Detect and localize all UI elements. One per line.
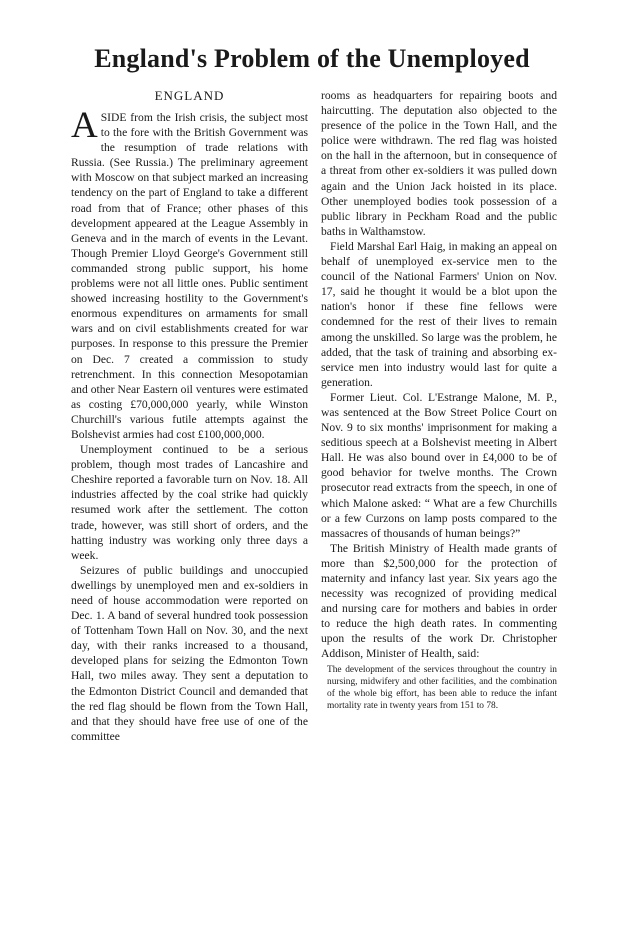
section-heading: ENGLAND xyxy=(154,88,225,103)
paragraph: Field Marshal Earl Haig, in making an appeal on behalf of unemployed ex-service men to the council of the National Farmers' Union on Nov. 17, said he thought it would be a blot upon the nation's honor if these fine fellows were condemned for the rest of their lives to remain among the unskilled. So large was the problem, he added, that the task of training and absorbing ex-service men into industry would last for quite a generation. xyxy=(321,239,557,389)
block-quote: The development of the services throughout the country in nursing, midwifery and other facilities, and the combination of the whole big effort, has been able to reduce the infant mortality rate in twenty years from 151 to 78. xyxy=(327,664,557,712)
left-column xyxy=(71,88,308,744)
paragraph: Unemployment continued to be a serious problem, though most trades of Lancashire and Cheshire reported a favorable turn on Nov. 18. All industries affected by the coal strike had quickly resumed work after the settlement. The cotton trade, however, was still short of orders, and the hatting industry was working only three days a week. xyxy=(71,443,308,562)
article-title: England's Problem of the Unemployed xyxy=(94,44,530,73)
paragraph xyxy=(71,105,308,442)
paragraph: Former Lieut. Col. L'Estrange Malone, M. P., was sentenced at the Bow Street Police Court on Nov. 9 to six months' imprisonment for making a seditious speech at a Bolshevist meeting in Albert Hall. He was also bound over in £4,000 to be of good behavior for twelve months. The Crown prosecutor read extracts from the speech, in one of which Malone asked: “ What are a few Churchills or a few Curzons on lamp posts compared to the massacres of thousands of human beings?” xyxy=(321,390,557,540)
drop-cap: A xyxy=(71,105,98,146)
paragraph-text: SIDE from the Irish crisis, the subject most to the fore with the British Government was the resumption of trade relations with Russia. (See Russia.) The preliminary agreement with Moscow on that subject marked an increasing tendency on the part of England to take a different road from that of France; other phases of this development appeared at the League Assembly in Geneva and in the march of events in the Levant. Though Premier Lloyd George's Government still commanded strong public support, his home problems were not all little ones. Public sentiment showed increasing hostility to the Government's enormous expenditures on armaments for small wars and on civil establishments created for war purposes. In response to this pressure the Premier on Dec. 7 created a commission to study retrenchment. In this connection Mesopotamian and other Near Eastern oil ventures were estimated as costing £70,000,000 yearly, while Winston Churchill's various futile attempts against the Bolshevist armies had cost £100,000,000. xyxy=(71,111,308,441)
right-column xyxy=(321,88,557,713)
paragraph: rooms as headquarters for repairing boots and haircutting. The deputation also objected to the presence of the police in the Town Hall, and the police were withdrawn. The red flag was hoisted on the hall in the afternoon, but in consequence of a threat from other ex-soldiers it was pulled down again and the Union Jack hoisted in its place. Other unemployed bodies took possession of a public library in Peckham Road and the public baths in Walthamstow. xyxy=(321,89,557,238)
paragraph: Seizures of public buildings and unoccupied dwellings by unemployed men and ex-soldiers in need of house accommodation were reported on Dec. 1. A band of several hundred took possession of Tottenham Town Hall on Nov. 30, and the next day, with their ranks increased to a thousand, developed plans for seizing the Edmonton Town Hall, two miles away. They sent a deputation to the Edmonton District Council and demanded that the red flag should be flown from the Town Hall, and that they should have free use of one of the committee xyxy=(71,563,308,743)
paragraph: The British Ministry of Health made grants of more than $2,500,000 for the protection of maternity and infancy last year. Six years ago the necessity was recognized of providing medical and nursing care for mothers and babies in order to reduce the high death rates. In commenting upon the results of the work Dr. Christopher Addison, Minister of Health, said: xyxy=(321,541,557,661)
